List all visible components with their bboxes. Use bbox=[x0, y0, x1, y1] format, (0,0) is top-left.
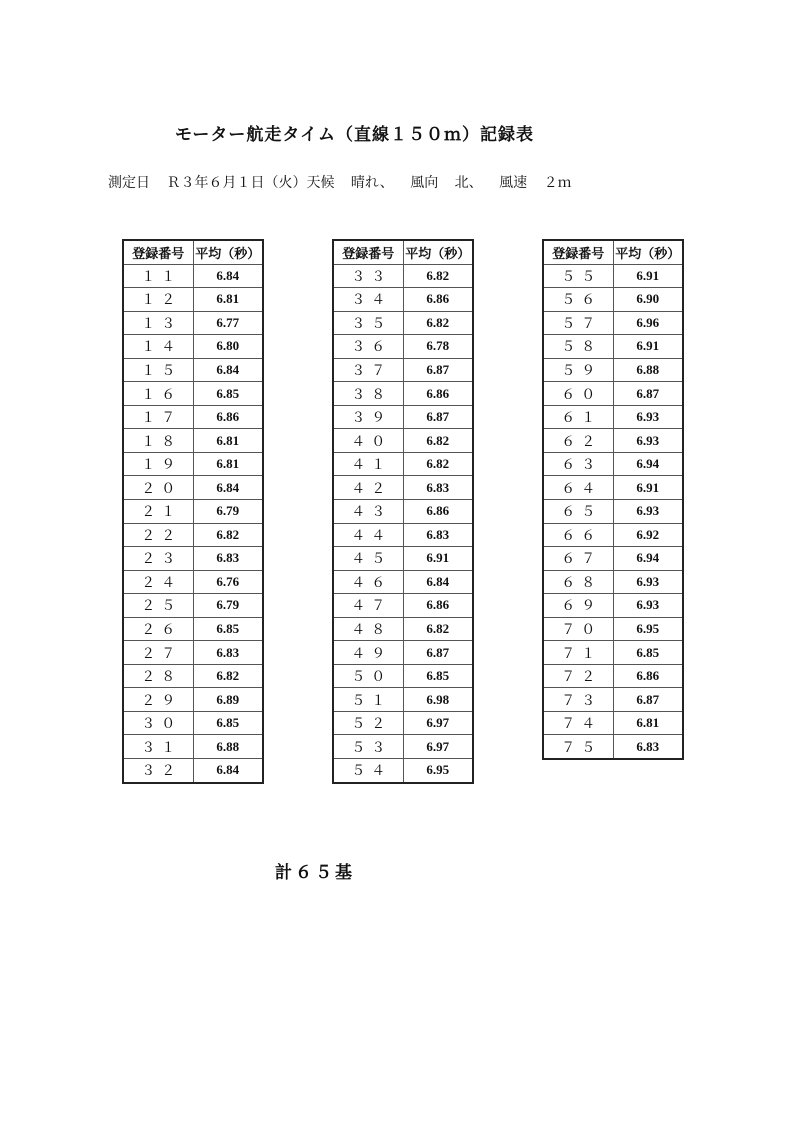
average-time-cell: 6.77 bbox=[193, 311, 263, 335]
table-row bbox=[123, 523, 263, 547]
date-label: 測定日 bbox=[108, 175, 150, 191]
record-table-2 bbox=[332, 239, 474, 784]
table-row bbox=[543, 452, 683, 476]
average-time-cell: 6.88 bbox=[193, 735, 263, 759]
table-row bbox=[333, 311, 473, 335]
weather-value: 晴れ、 bbox=[350, 175, 394, 191]
average-time-cell: 6.85 bbox=[193, 711, 263, 735]
registration-number-cell: ７１ bbox=[543, 641, 613, 665]
average-time-cell: 6.86 bbox=[403, 594, 473, 618]
table-row bbox=[543, 664, 683, 688]
average-time-cell: 6.86 bbox=[403, 382, 473, 406]
average-time-cell: 6.87 bbox=[613, 382, 683, 406]
table-row bbox=[123, 735, 263, 759]
average-time-cell: 6.79 bbox=[193, 594, 263, 618]
registration-number-cell: ７３ bbox=[543, 688, 613, 712]
registration-number-cell: ４７ bbox=[333, 594, 403, 618]
wind-direction-label: 風向 bbox=[410, 175, 439, 191]
table-row bbox=[543, 547, 683, 571]
average-time-cell: 6.97 bbox=[403, 711, 473, 735]
average-time-cell: 6.84 bbox=[193, 264, 263, 288]
average-time-cell: 6.87 bbox=[403, 641, 473, 665]
average-time-cell: 6.93 bbox=[613, 594, 683, 618]
table-row bbox=[333, 594, 473, 618]
table-row bbox=[333, 641, 473, 665]
table-row bbox=[333, 759, 473, 783]
registration-number-cell: ７２ bbox=[543, 664, 613, 688]
table-row bbox=[333, 264, 473, 288]
table-row bbox=[543, 570, 683, 594]
table-row bbox=[123, 405, 263, 429]
wind-speed-value: ２ｍ bbox=[543, 175, 572, 191]
average-time-cell: 6.88 bbox=[613, 358, 683, 382]
table-row bbox=[123, 452, 263, 476]
registration-number-cell: ４４ bbox=[333, 523, 403, 547]
registration-number-cell: ７０ bbox=[543, 617, 613, 641]
average-time-cell: 6.98 bbox=[403, 688, 473, 712]
registration-number-cell: １５ bbox=[123, 358, 193, 382]
average-time-cell: 6.86 bbox=[613, 664, 683, 688]
average-time-cell: 6.83 bbox=[613, 735, 683, 759]
table-row bbox=[333, 335, 473, 359]
registration-number-cell: １４ bbox=[123, 335, 193, 359]
registration-number-cell: ３２ bbox=[123, 759, 193, 783]
average-time-cell: 6.82 bbox=[193, 523, 263, 547]
average-time-cell: 6.91 bbox=[613, 335, 683, 359]
average-time-cell: 6.82 bbox=[403, 311, 473, 335]
registration-number-cell: ５５ bbox=[543, 264, 613, 288]
average-time-cell: 6.91 bbox=[403, 547, 473, 571]
table-row bbox=[123, 547, 263, 571]
table-row bbox=[333, 523, 473, 547]
table-row bbox=[543, 617, 683, 641]
registration-number-cell: ２９ bbox=[123, 688, 193, 712]
registration-number-cell: ６０ bbox=[543, 382, 613, 406]
table-row bbox=[543, 523, 683, 547]
table-row bbox=[543, 288, 683, 312]
table-row bbox=[333, 711, 473, 735]
header-registration-number: 登録番号 bbox=[543, 240, 613, 264]
date-value: Ｒ３年６月１日（火） bbox=[166, 175, 307, 191]
wind-speed-label: 風速 bbox=[499, 175, 528, 191]
average-time-cell: 6.81 bbox=[193, 429, 263, 453]
average-time-cell: 6.84 bbox=[403, 570, 473, 594]
average-time-cell: 6.96 bbox=[613, 311, 683, 335]
average-time-cell: 6.83 bbox=[403, 476, 473, 500]
average-time-cell: 6.93 bbox=[613, 500, 683, 524]
table-row bbox=[333, 358, 473, 382]
registration-number-cell: ５９ bbox=[543, 358, 613, 382]
registration-number-cell: ２８ bbox=[123, 664, 193, 688]
average-time-cell: 6.92 bbox=[613, 523, 683, 547]
registration-number-cell: ２５ bbox=[123, 594, 193, 618]
average-time-cell: 6.85 bbox=[613, 641, 683, 665]
registration-number-cell: ２７ bbox=[123, 641, 193, 665]
registration-number-cell: ２６ bbox=[123, 617, 193, 641]
average-time-cell: 6.93 bbox=[613, 405, 683, 429]
table-row bbox=[123, 664, 263, 688]
average-time-cell: 6.83 bbox=[193, 547, 263, 571]
average-time-cell: 6.79 bbox=[193, 500, 263, 524]
registration-number-cell: ２２ bbox=[123, 523, 193, 547]
header-average-seconds: 平均（秒） bbox=[193, 240, 263, 264]
registration-number-cell: ２３ bbox=[123, 547, 193, 571]
record-table-3 bbox=[542, 239, 684, 760]
average-time-cell: 6.94 bbox=[613, 452, 683, 476]
measurement-info bbox=[108, 172, 584, 192]
table-row bbox=[123, 288, 263, 312]
table-row bbox=[123, 617, 263, 641]
total-count: 計６５基 bbox=[275, 863, 355, 883]
record-table-1 bbox=[122, 239, 264, 784]
average-time-cell: 6.95 bbox=[403, 759, 473, 783]
registration-number-cell: ３６ bbox=[333, 335, 403, 359]
registration-number-cell: １８ bbox=[123, 429, 193, 453]
table-row bbox=[333, 382, 473, 406]
table-row bbox=[543, 311, 683, 335]
table-row bbox=[123, 429, 263, 453]
registration-number-cell: １６ bbox=[123, 382, 193, 406]
table-row bbox=[333, 405, 473, 429]
header-registration-number: 登録番号 bbox=[333, 240, 403, 264]
registration-number-cell: ７４ bbox=[543, 711, 613, 735]
table-row bbox=[543, 405, 683, 429]
table-row bbox=[333, 476, 473, 500]
table-row bbox=[543, 358, 683, 382]
average-time-cell: 6.86 bbox=[403, 288, 473, 312]
registration-number-cell: ７５ bbox=[543, 735, 613, 759]
table-row bbox=[123, 264, 263, 288]
average-time-cell: 6.82 bbox=[193, 664, 263, 688]
table-row bbox=[123, 641, 263, 665]
registration-number-cell: ３１ bbox=[123, 735, 193, 759]
table-row bbox=[543, 711, 683, 735]
table-row bbox=[333, 452, 473, 476]
registration-number-cell: ６２ bbox=[543, 429, 613, 453]
average-time-cell: 6.81 bbox=[193, 452, 263, 476]
table-row bbox=[123, 759, 263, 783]
registration-number-cell: ４９ bbox=[333, 641, 403, 665]
average-time-cell: 6.86 bbox=[193, 405, 263, 429]
registration-number-cell: ４１ bbox=[333, 452, 403, 476]
average-time-cell: 6.84 bbox=[193, 358, 263, 382]
average-time-cell: 6.95 bbox=[613, 617, 683, 641]
average-time-cell: 6.93 bbox=[613, 429, 683, 453]
table-header-row bbox=[333, 240, 473, 264]
table-row bbox=[123, 500, 263, 524]
registration-number-cell: ５３ bbox=[333, 735, 403, 759]
header-registration-number: 登録番号 bbox=[123, 240, 193, 264]
average-time-cell: 6.81 bbox=[613, 711, 683, 735]
average-time-cell: 6.82 bbox=[403, 452, 473, 476]
weather-label: 天候 bbox=[306, 175, 335, 191]
table-header-row bbox=[543, 240, 683, 264]
table-row bbox=[123, 358, 263, 382]
table-row bbox=[123, 711, 263, 735]
header-average-seconds: 平均（秒） bbox=[613, 240, 683, 264]
table-row bbox=[123, 382, 263, 406]
table-row bbox=[333, 570, 473, 594]
header-average-seconds: 平均（秒） bbox=[403, 240, 473, 264]
registration-number-cell: ６１ bbox=[543, 405, 613, 429]
registration-number-cell: ２４ bbox=[123, 570, 193, 594]
table-row bbox=[333, 500, 473, 524]
table-header-row bbox=[123, 240, 263, 264]
table-row bbox=[543, 382, 683, 406]
average-time-cell: 6.84 bbox=[193, 759, 263, 783]
average-time-cell: 6.91 bbox=[613, 264, 683, 288]
registration-number-cell: ４５ bbox=[333, 547, 403, 571]
table-row bbox=[333, 617, 473, 641]
table-row bbox=[123, 594, 263, 618]
average-time-cell: 6.94 bbox=[613, 547, 683, 571]
registration-number-cell: ２１ bbox=[123, 500, 193, 524]
average-time-cell: 6.82 bbox=[403, 264, 473, 288]
table-row bbox=[123, 476, 263, 500]
registration-number-cell: ５４ bbox=[333, 759, 403, 783]
registration-number-cell: ３８ bbox=[333, 382, 403, 406]
average-time-cell: 6.83 bbox=[403, 523, 473, 547]
average-time-cell: 6.85 bbox=[193, 617, 263, 641]
average-time-cell: 6.97 bbox=[403, 735, 473, 759]
table-row bbox=[123, 335, 263, 359]
table-row bbox=[333, 664, 473, 688]
registration-number-cell: ６８ bbox=[543, 570, 613, 594]
registration-number-cell: ６４ bbox=[543, 476, 613, 500]
table-row bbox=[543, 429, 683, 453]
registration-number-cell: １９ bbox=[123, 452, 193, 476]
average-time-cell: 6.85 bbox=[403, 664, 473, 688]
registration-number-cell: ３４ bbox=[333, 288, 403, 312]
average-time-cell: 6.78 bbox=[403, 335, 473, 359]
registration-number-cell: ５６ bbox=[543, 288, 613, 312]
registration-number-cell: ３７ bbox=[333, 358, 403, 382]
table-row bbox=[333, 735, 473, 759]
average-time-cell: 6.87 bbox=[403, 405, 473, 429]
average-time-cell: 6.85 bbox=[193, 382, 263, 406]
table-row bbox=[333, 547, 473, 571]
registration-number-cell: １７ bbox=[123, 405, 193, 429]
registration-number-cell: ６６ bbox=[543, 523, 613, 547]
table-row bbox=[543, 500, 683, 524]
registration-number-cell: ６９ bbox=[543, 594, 613, 618]
table-row bbox=[543, 335, 683, 359]
average-time-cell: 6.91 bbox=[613, 476, 683, 500]
table-row bbox=[123, 311, 263, 335]
table-row bbox=[333, 288, 473, 312]
average-time-cell: 6.86 bbox=[403, 500, 473, 524]
table-row bbox=[543, 476, 683, 500]
registration-number-cell: １２ bbox=[123, 288, 193, 312]
registration-number-cell: ４３ bbox=[333, 500, 403, 524]
registration-number-cell: ３９ bbox=[333, 405, 403, 429]
average-time-cell: 6.82 bbox=[403, 429, 473, 453]
average-time-cell: 6.81 bbox=[193, 288, 263, 312]
registration-number-cell: ５２ bbox=[333, 711, 403, 735]
registration-number-cell: ４２ bbox=[333, 476, 403, 500]
registration-number-cell: １３ bbox=[123, 311, 193, 335]
registration-number-cell: ２０ bbox=[123, 476, 193, 500]
wind-direction-value: 北、 bbox=[454, 175, 483, 191]
table-row bbox=[123, 688, 263, 712]
average-time-cell: 6.93 bbox=[613, 570, 683, 594]
table-row bbox=[333, 688, 473, 712]
registration-number-cell: ６５ bbox=[543, 500, 613, 524]
registration-number-cell: ３３ bbox=[333, 264, 403, 288]
average-time-cell: 6.87 bbox=[403, 358, 473, 382]
registration-number-cell: ５７ bbox=[543, 311, 613, 335]
average-time-cell: 6.90 bbox=[613, 288, 683, 312]
average-time-cell: 6.87 bbox=[613, 688, 683, 712]
registration-number-cell: ３５ bbox=[333, 311, 403, 335]
registration-number-cell: １１ bbox=[123, 264, 193, 288]
table-row bbox=[543, 735, 683, 759]
registration-number-cell: ５８ bbox=[543, 335, 613, 359]
average-time-cell: 6.89 bbox=[193, 688, 263, 712]
registration-number-cell: ３０ bbox=[123, 711, 193, 735]
registration-number-cell: ４０ bbox=[333, 429, 403, 453]
registration-number-cell: ４６ bbox=[333, 570, 403, 594]
registration-number-cell: ４８ bbox=[333, 617, 403, 641]
table-row bbox=[543, 641, 683, 665]
average-time-cell: 6.83 bbox=[193, 641, 263, 665]
registration-number-cell: ５１ bbox=[333, 688, 403, 712]
average-time-cell: 6.80 bbox=[193, 335, 263, 359]
table-row bbox=[543, 688, 683, 712]
page-title: モーター航走タイム（直線１５０ｍ）記録表 bbox=[175, 125, 534, 145]
table-row bbox=[123, 570, 263, 594]
average-time-cell: 6.76 bbox=[193, 570, 263, 594]
table-row bbox=[333, 429, 473, 453]
registration-number-cell: ６３ bbox=[543, 452, 613, 476]
registration-number-cell: ６７ bbox=[543, 547, 613, 571]
table-row bbox=[543, 264, 683, 288]
average-time-cell: 6.84 bbox=[193, 476, 263, 500]
table-row bbox=[543, 594, 683, 618]
average-time-cell: 6.82 bbox=[403, 617, 473, 641]
registration-number-cell: ５０ bbox=[333, 664, 403, 688]
